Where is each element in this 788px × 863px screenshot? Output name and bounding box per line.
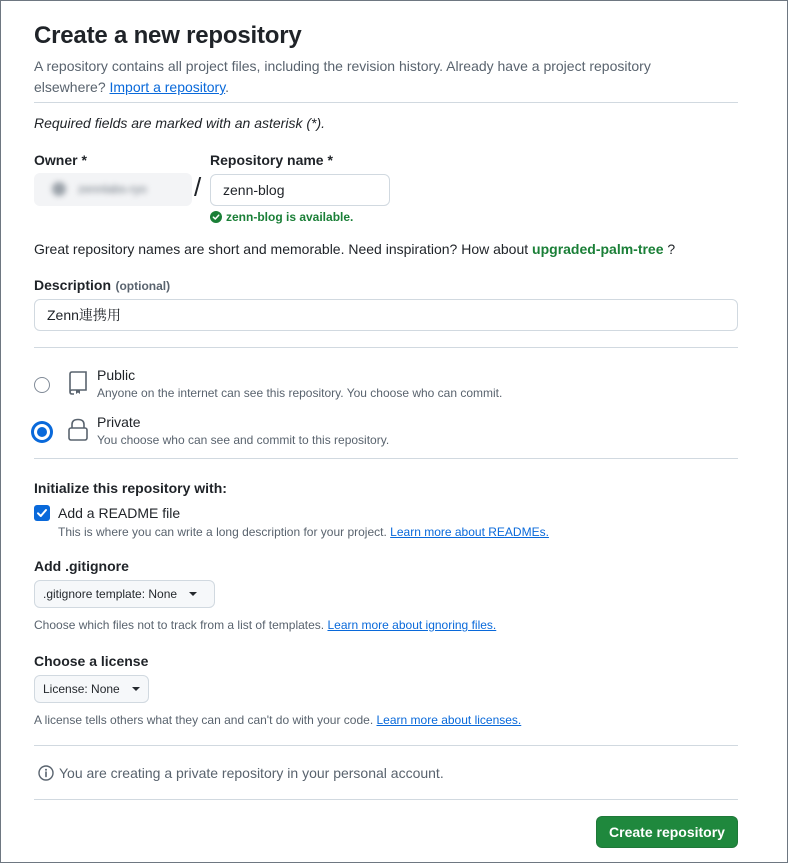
license-learn-more-link[interactable]: Learn more about licenses. (376, 713, 522, 727)
public-radio[interactable] (34, 377, 50, 393)
lock-icon (67, 418, 89, 442)
import-repository-link[interactable]: Import a repository (109, 79, 226, 95)
license-select-label: License: None (43, 682, 120, 696)
gitignore-learn-more-link[interactable]: Learn more about ignoring files. (327, 618, 497, 632)
divider (34, 799, 738, 800)
repo-availability (210, 210, 353, 224)
owner-select[interactable] (34, 173, 192, 206)
owner-repo-separator: / (194, 172, 202, 202)
divider (34, 745, 738, 746)
readme-checkbox[interactable] (34, 505, 50, 521)
readme-description-row (58, 525, 549, 539)
description-label: Description (34, 277, 112, 293)
private-notice-text: You are creating a private repository in your personal account. (59, 765, 444, 781)
owner-label: Owner * (34, 152, 87, 168)
private-notice (38, 765, 444, 781)
owner-value: zennlabs-ryo (78, 182, 147, 196)
gitignore-description-row (34, 618, 496, 632)
divider (34, 347, 738, 348)
private-radio[interactable] (31, 421, 53, 443)
gitignore-heading: Add .gitignore (34, 558, 129, 574)
public-description: Anyone on the internet can see this repository. You choose who can commit. (97, 386, 503, 400)
name-suggestion (34, 241, 675, 257)
readme-learn-more-link[interactable]: Learn more about READMEs. (390, 525, 549, 539)
repo-name-label: Repository name * (210, 152, 333, 168)
check-circle-icon (210, 211, 222, 223)
intro-line1: A repository contains all project files, including the revision history. Already have a project repository (34, 58, 651, 74)
description-optional: (optional) (115, 279, 171, 293)
readme-description: This is where you can write a long description for your project. (58, 525, 387, 539)
private-radio-dot (37, 427, 47, 437)
license-heading: Choose a license (34, 653, 149, 669)
chevron-down-icon (132, 687, 140, 691)
checkmark-icon (36, 507, 48, 519)
gitignore-description: Choose which files not to track from a list of templates. (34, 618, 325, 632)
divider (34, 458, 738, 459)
description-label-row (34, 277, 170, 295)
private-title: Private (97, 414, 141, 430)
gitignore-template-label: .gitignore template: None (43, 587, 178, 601)
required-note: Required fields are marked with an asterisk (*). (34, 115, 326, 131)
suggestion-text: Great repository names are short and memorable. Need inspiration? How about (34, 241, 529, 257)
repo-name-value: zenn-blog (223, 182, 285, 198)
private-radio-ring (34, 424, 50, 440)
private-description: You choose who can see and commit to this repository. (97, 433, 390, 447)
description-input[interactable] (34, 299, 738, 331)
initialize-heading: Initialize this repository with: (34, 480, 227, 496)
page-title: Create a new repository (34, 22, 302, 49)
divider (34, 102, 738, 103)
repo-book-icon (68, 371, 88, 395)
gitignore-template-select[interactable] (34, 580, 215, 608)
intro-end: . (225, 79, 230, 95)
suggested-name-link[interactable]: upgraded-palm-tree (532, 241, 664, 257)
intro-line2: elsewhere? (34, 79, 106, 95)
license-select[interactable] (34, 675, 149, 703)
chevron-down-icon (189, 592, 197, 596)
license-description-row (34, 713, 521, 727)
info-icon (38, 765, 54, 781)
description-value: Zenn連携用 (47, 307, 121, 323)
readme-label[interactable]: Add a README file (58, 505, 181, 521)
public-title: Public (97, 367, 136, 383)
license-description: A license tells others what they can and can't do with your code. (34, 713, 374, 727)
suggestion-end: ? (667, 241, 676, 257)
repo-name-input[interactable] (210, 174, 390, 206)
intro-text (34, 56, 734, 98)
repo-availability-text: zenn-blog is available. (226, 210, 354, 224)
owner-avatar (52, 182, 66, 196)
create-repository-button[interactable]: Create repository (596, 816, 738, 848)
